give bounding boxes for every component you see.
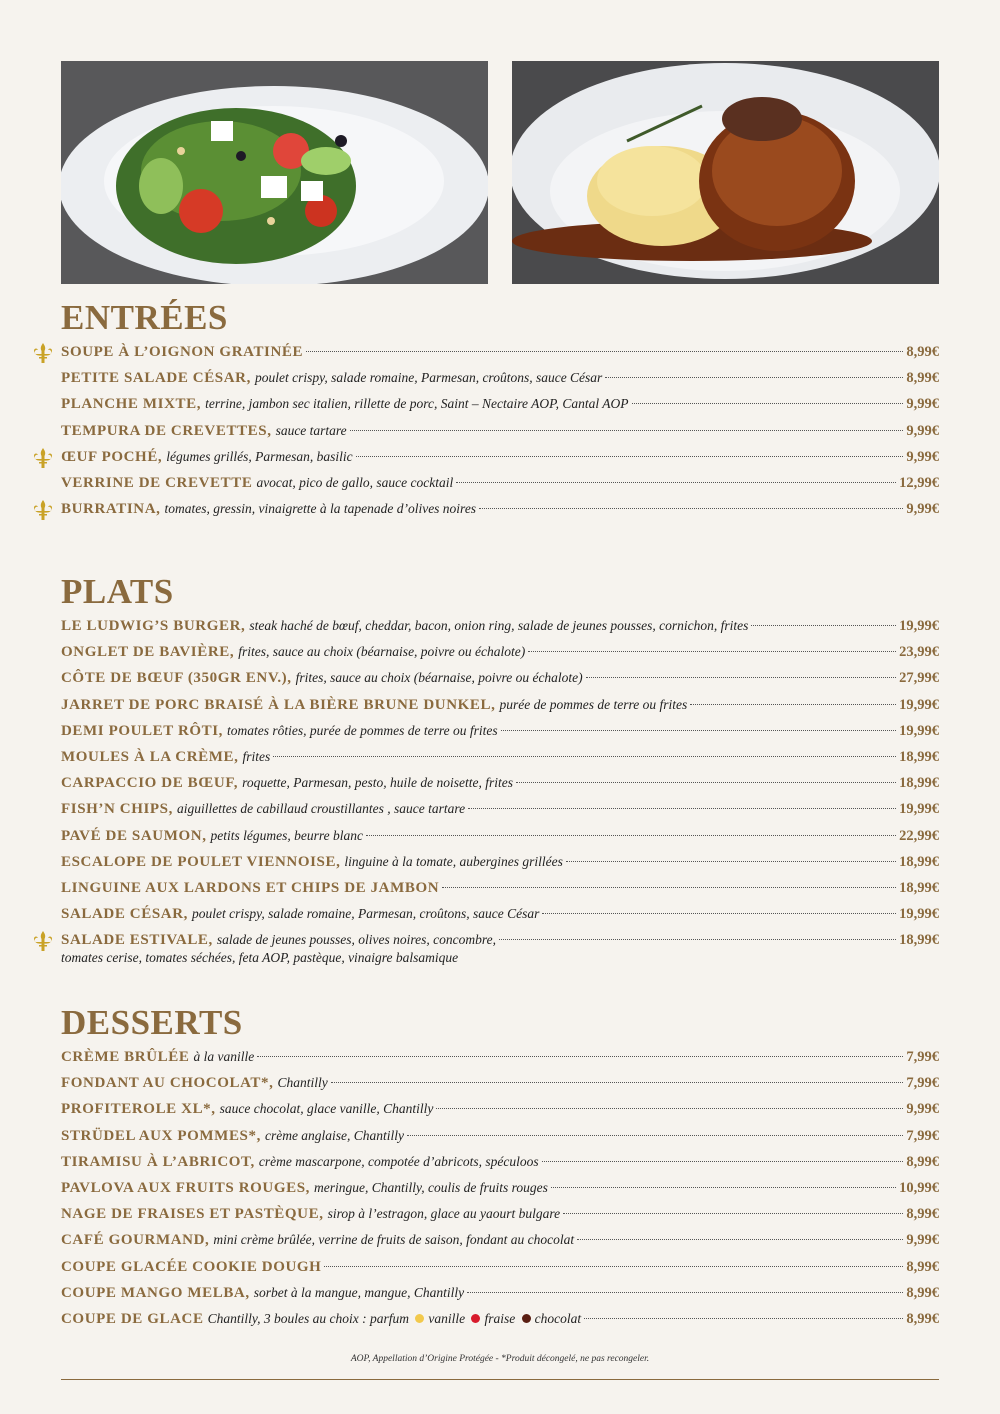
- menu-item-price: 19,99€: [899, 801, 939, 818]
- menu-item-price: 9,99€: [906, 501, 939, 518]
- dot-leader: [605, 377, 903, 378]
- menu-item-price: 18,99€: [899, 748, 939, 765]
- menu-item-name: NAGE DE FRAISES ET PASTÈQUE,: [61, 1206, 324, 1223]
- dot-leader: [442, 887, 896, 888]
- menu-item-name: COUPE MANGO MELBA,: [61, 1284, 250, 1301]
- menu-item-name: BURRATINA,: [61, 501, 161, 518]
- plat-item: [61, 854, 939, 880]
- plat-item: [61, 932, 939, 976]
- menu-item-desc: mini crème brûlée, verrine de fruits de saison, fondant au chocolat: [213, 1232, 575, 1248]
- dot-leader: [436, 1108, 903, 1109]
- entree-item: [61, 449, 939, 475]
- entrees-list: [61, 344, 939, 527]
- plats-title: PLATS: [61, 572, 174, 611]
- entree-item: [61, 475, 939, 501]
- dot-leader: [690, 704, 896, 705]
- photo-strip: [61, 61, 939, 284]
- dessert-item: [61, 1154, 939, 1180]
- dot-leader: [586, 677, 896, 678]
- dessert-item: [61, 1259, 939, 1285]
- bottom-rule: [61, 1379, 939, 1380]
- menu-item-price: 18,99€: [899, 853, 939, 870]
- plats-list: [61, 618, 939, 976]
- menu-item-desc: roquette, Parmesan, pesto, huile de noisette, frites: [242, 775, 514, 791]
- menu-item-price: 9,99€: [906, 1232, 939, 1249]
- dessert-item: [61, 1285, 939, 1311]
- menu-item-price: 19,99€: [899, 906, 939, 923]
- entree-item: [61, 370, 939, 396]
- dot-leader: [577, 1239, 903, 1240]
- dot-leader: [584, 1318, 903, 1319]
- menu-item-desc: frites: [242, 748, 271, 764]
- menu-item-desc: frites, sauce au choix (béarnaise, poivre ou échalote): [238, 644, 526, 660]
- dot-leader: [542, 1161, 904, 1162]
- menu-item-price: 19,99€: [899, 722, 939, 739]
- dot-leader: [563, 1213, 903, 1214]
- menu-item-price: 7,99€: [906, 1075, 939, 1092]
- menu-item-desc: purée de pommes de terre ou frites: [499, 696, 688, 712]
- dot-leader: [306, 351, 903, 352]
- dot-leader: [542, 913, 896, 914]
- menu-item-name: ONGLET DE BAVIÈRE,: [61, 644, 235, 661]
- plat-item: [61, 644, 939, 670]
- entree-item: [61, 396, 939, 422]
- dot-leader: [632, 403, 904, 404]
- dessert-item: [61, 1206, 939, 1232]
- menu-item-price: 19,99€: [899, 618, 939, 634]
- menu-item-price: 8,99€: [906, 370, 939, 387]
- menu-item-name: SALADE ESTIVALE,: [61, 932, 213, 949]
- fleur-de-lis-icon: [34, 448, 52, 468]
- menu-item-name: PETITE SALADE CÉSAR,: [61, 370, 251, 387]
- menu-item-name: ESCALOPE DE POULET VIENNOISE,: [61, 853, 341, 870]
- menu-item-desc: [208, 1311, 582, 1327]
- menu-item-price: 18,99€: [899, 879, 939, 896]
- menu-item-name: STRÜDEL AUX POMMES*,: [61, 1127, 261, 1144]
- menu-item-desc: crème anglaise, Chantilly: [264, 1127, 405, 1143]
- menu-item-name: FONDANT AU CHOCOLAT*,: [61, 1075, 274, 1092]
- menu-item-name: LINGUINE AUX LARDONS ET CHIPS DE JAMBON: [61, 879, 440, 896]
- menu-item-price: 19,99€: [899, 696, 939, 713]
- desserts-section: [61, 1001, 939, 1337]
- menu-item-desc: sorbet à la mangue, mangue, Chantilly: [253, 1284, 465, 1300]
- dessert-item-coupe-de-glace: [61, 1311, 939, 1337]
- dessert-item: [61, 1075, 939, 1101]
- menu-item-price: 8,99€: [906, 1206, 939, 1223]
- plat-item: [61, 618, 939, 644]
- dot-leader: [528, 651, 896, 652]
- strawberry-dot-icon: [471, 1314, 480, 1323]
- menu-item-desc: à la vanille: [193, 1049, 255, 1064]
- dot-leader: [479, 508, 903, 509]
- menu-item-name: SOUPE À L’OIGNON GRATINÉE: [61, 344, 304, 360]
- menu-item-desc: aiguillettes de cabillaud croustillantes , sauce tartare: [176, 801, 466, 817]
- menu-item-price: 22,99€: [899, 827, 939, 844]
- dot-leader: [468, 808, 896, 809]
- dot-leader: [324, 1266, 903, 1267]
- entrees-section: [61, 296, 939, 527]
- dot-leader: [516, 782, 896, 783]
- plat-item: [61, 906, 939, 932]
- menu-item-price: 10,99€: [899, 1179, 939, 1196]
- glace-desc-text: Chantilly, 3 boules au choix : parfum: [207, 1310, 409, 1326]
- menu-item-price: 18,99€: [899, 775, 939, 792]
- menu-item-desc: tomates, gressin, vinaigrette à la tapenade d’olives noires: [164, 501, 477, 517]
- menu-item-name: FISH’N CHIPS,: [61, 801, 173, 818]
- dessert-item: [61, 1232, 939, 1258]
- entree-item: [61, 423, 939, 449]
- dot-leader: [551, 1187, 896, 1188]
- plat-item: [61, 749, 939, 775]
- menu-item-name: ŒUF POCHÉ,: [61, 448, 163, 465]
- menu-item-name: CRÈME BRÛLÉE: [61, 1049, 190, 1065]
- menu-item-price: 9,99€: [906, 448, 939, 465]
- menu-item-name: TIRAMISU À L’ABRICOT,: [61, 1153, 255, 1170]
- menu-item-name: PAVLOVA AUX FRUITS ROUGES,: [61, 1179, 310, 1196]
- menu-item-price: 8,99€: [906, 1258, 939, 1275]
- dot-leader: [566, 861, 896, 862]
- menu-item-desc: avocat, pico de gallo, sauce cocktail: [256, 474, 454, 490]
- fleur-de-lis-icon: [34, 931, 52, 951]
- menu-item-desc: linguine à la tomate, aubergines grillées: [344, 853, 563, 869]
- menu-item-price: 9,99€: [906, 396, 939, 413]
- menu-item-desc: poulet crispy, salade romaine, Parmesan, croûtons, sauce César: [254, 370, 603, 386]
- desserts-list: [61, 1049, 939, 1311]
- entree-item: [61, 501, 939, 527]
- menu-item-name: JARRET DE PORC BRAISÉ À LA BIÈRE BRUNE DUNKEL,: [61, 696, 496, 713]
- dot-leader: [273, 756, 896, 757]
- menu-item-price: 23,99€: [899, 644, 939, 661]
- dessert-item: [61, 1049, 939, 1075]
- dot-leader: [331, 1082, 904, 1083]
- plats-section: [61, 570, 939, 976]
- menu-item-desc: poulet crispy, salade romaine, Parmesan, croûtons, sauce César: [192, 906, 540, 922]
- menu-item-desc: tomates rôties, purée de pommes de terre ou frites: [227, 722, 498, 738]
- entrees-title: ENTRÉES: [61, 298, 228, 337]
- menu-item-name: PROFITEROLE XL*,: [61, 1101, 216, 1118]
- dot-leader: [356, 456, 904, 457]
- menu-item-name: DEMI POULET RÔTI,: [61, 722, 224, 739]
- menu-item-name: MOULES À LA CRÈME,: [61, 748, 239, 765]
- dot-leader: [366, 835, 896, 836]
- menu-item-desc: Chantilly: [277, 1075, 328, 1091]
- menu-item-name: PAVÉ DE SAUMON,: [61, 827, 207, 844]
- menu-item-name: LE LUDWIG’S BURGER,: [61, 618, 246, 634]
- menu-item-price: 12,99€: [899, 474, 939, 491]
- flavor-fraise: fraise: [484, 1310, 516, 1326]
- vanilla-dot-icon: [415, 1314, 424, 1323]
- menu-item-price: 7,99€: [906, 1127, 939, 1144]
- menu-item-name: CARPACCIO DE BŒUF,: [61, 775, 239, 792]
- menu-item-desc: sauce chocolat, glace vanille, Chantilly: [219, 1101, 434, 1117]
- menu-item-name: SALADE CÉSAR,: [61, 906, 188, 923]
- menu-item-name: COUPE DE GLACE: [61, 1310, 204, 1327]
- fleur-de-lis-icon: [34, 500, 52, 520]
- menu-item-name: TEMPURA DE CREVETTES,: [61, 422, 272, 439]
- flavor-chocolat: chocolat: [534, 1310, 582, 1326]
- dot-leader: [407, 1135, 903, 1136]
- menu-item-name: CAFÉ GOURMAND,: [61, 1232, 210, 1249]
- plat-item: [61, 723, 939, 749]
- menu-item-desc: petits légumes, beurre blanc: [210, 827, 364, 843]
- menu-item-price: 8,99€: [906, 1310, 939, 1327]
- dot-leader: [350, 430, 904, 431]
- dessert-item: [61, 1128, 939, 1154]
- plat-item: [61, 670, 939, 696]
- dot-leader: [456, 482, 896, 483]
- menu-item-desc: salade de jeunes pousses, olives noires, concombre,: [216, 932, 496, 948]
- plat-item: [61, 880, 939, 906]
- menu-item-price: 8,99€: [906, 344, 939, 360]
- footnote: AOP, Appellation d’Origine Protégée - *Produit décongelé, ne pas recongeler.: [350, 1354, 650, 1364]
- menu-item-name: PLANCHE MIXTE,: [61, 396, 202, 413]
- menu-item-desc: sauce tartare: [275, 422, 347, 438]
- dot-leader: [751, 625, 896, 626]
- menu-item-price: 18,99€: [899, 932, 939, 949]
- dessert-item: [61, 1180, 939, 1206]
- menu-item-price: 9,99€: [906, 422, 939, 439]
- plat-item: [61, 801, 939, 827]
- dot-leader: [501, 730, 897, 731]
- dot-leader: [257, 1056, 903, 1057]
- menu-item-name: VERRINE DE CREVETTE: [61, 474, 253, 491]
- desserts-title: DESSERTS: [61, 1003, 243, 1042]
- menu-item-desc: steak haché de bœuf, cheddar, bacon, onion ring, salade de jeunes pousses, cornichon, frites: [249, 618, 749, 633]
- plat-item: [61, 697, 939, 723]
- dot-leader: [499, 939, 896, 940]
- menu-item-name: CÔTE DE BŒUF (350GR ENV.),: [61, 670, 292, 687]
- menu-item-desc: légumes grillés, Parmesan, basilic: [166, 448, 353, 464]
- menu-item-price: 8,99€: [906, 1153, 939, 1170]
- flavor-vanille: vanille: [428, 1310, 466, 1326]
- menu-item-price: 27,99€: [899, 670, 939, 687]
- menu-item-desc: terrine, jambon sec italien, rillette de porc, Saint – Nectaire AOP, Cantal AOP: [205, 396, 629, 412]
- menu-item-desc-continued: tomates cerise, tomates séchées, feta AOP, pastèque, vinaigre balsamique: [61, 950, 459, 966]
- braised-pork-photo: [512, 61, 939, 284]
- menu-item-desc: crème mascarpone, compotée d’abricots, spéculoos: [258, 1153, 539, 1169]
- menu-item-desc: meringue, Chantilly, coulis de fruits rouges: [314, 1179, 548, 1195]
- menu-item-price: 8,99€: [906, 1284, 939, 1301]
- menu-item-name: COUPE GLACÉE COOKIE DOUGH: [61, 1258, 322, 1275]
- chocolate-dot-icon: [522, 1314, 531, 1323]
- dessert-item: [61, 1101, 939, 1127]
- salad-photo: [61, 61, 488, 284]
- entree-item: [61, 344, 939, 370]
- menu-item-desc: frites, sauce au choix (béarnaise, poivre ou échalote): [295, 670, 583, 686]
- plat-item: [61, 828, 939, 854]
- plat-item: [61, 775, 939, 801]
- dot-leader: [467, 1292, 903, 1293]
- menu-item-price: 7,99€: [906, 1049, 939, 1065]
- menu-item-desc: sirop à l’estragon, glace au yaourt bulgare: [327, 1206, 561, 1222]
- fleur-de-lis-icon: [34, 343, 52, 363]
- menu-item-price: 9,99€: [906, 1101, 939, 1118]
